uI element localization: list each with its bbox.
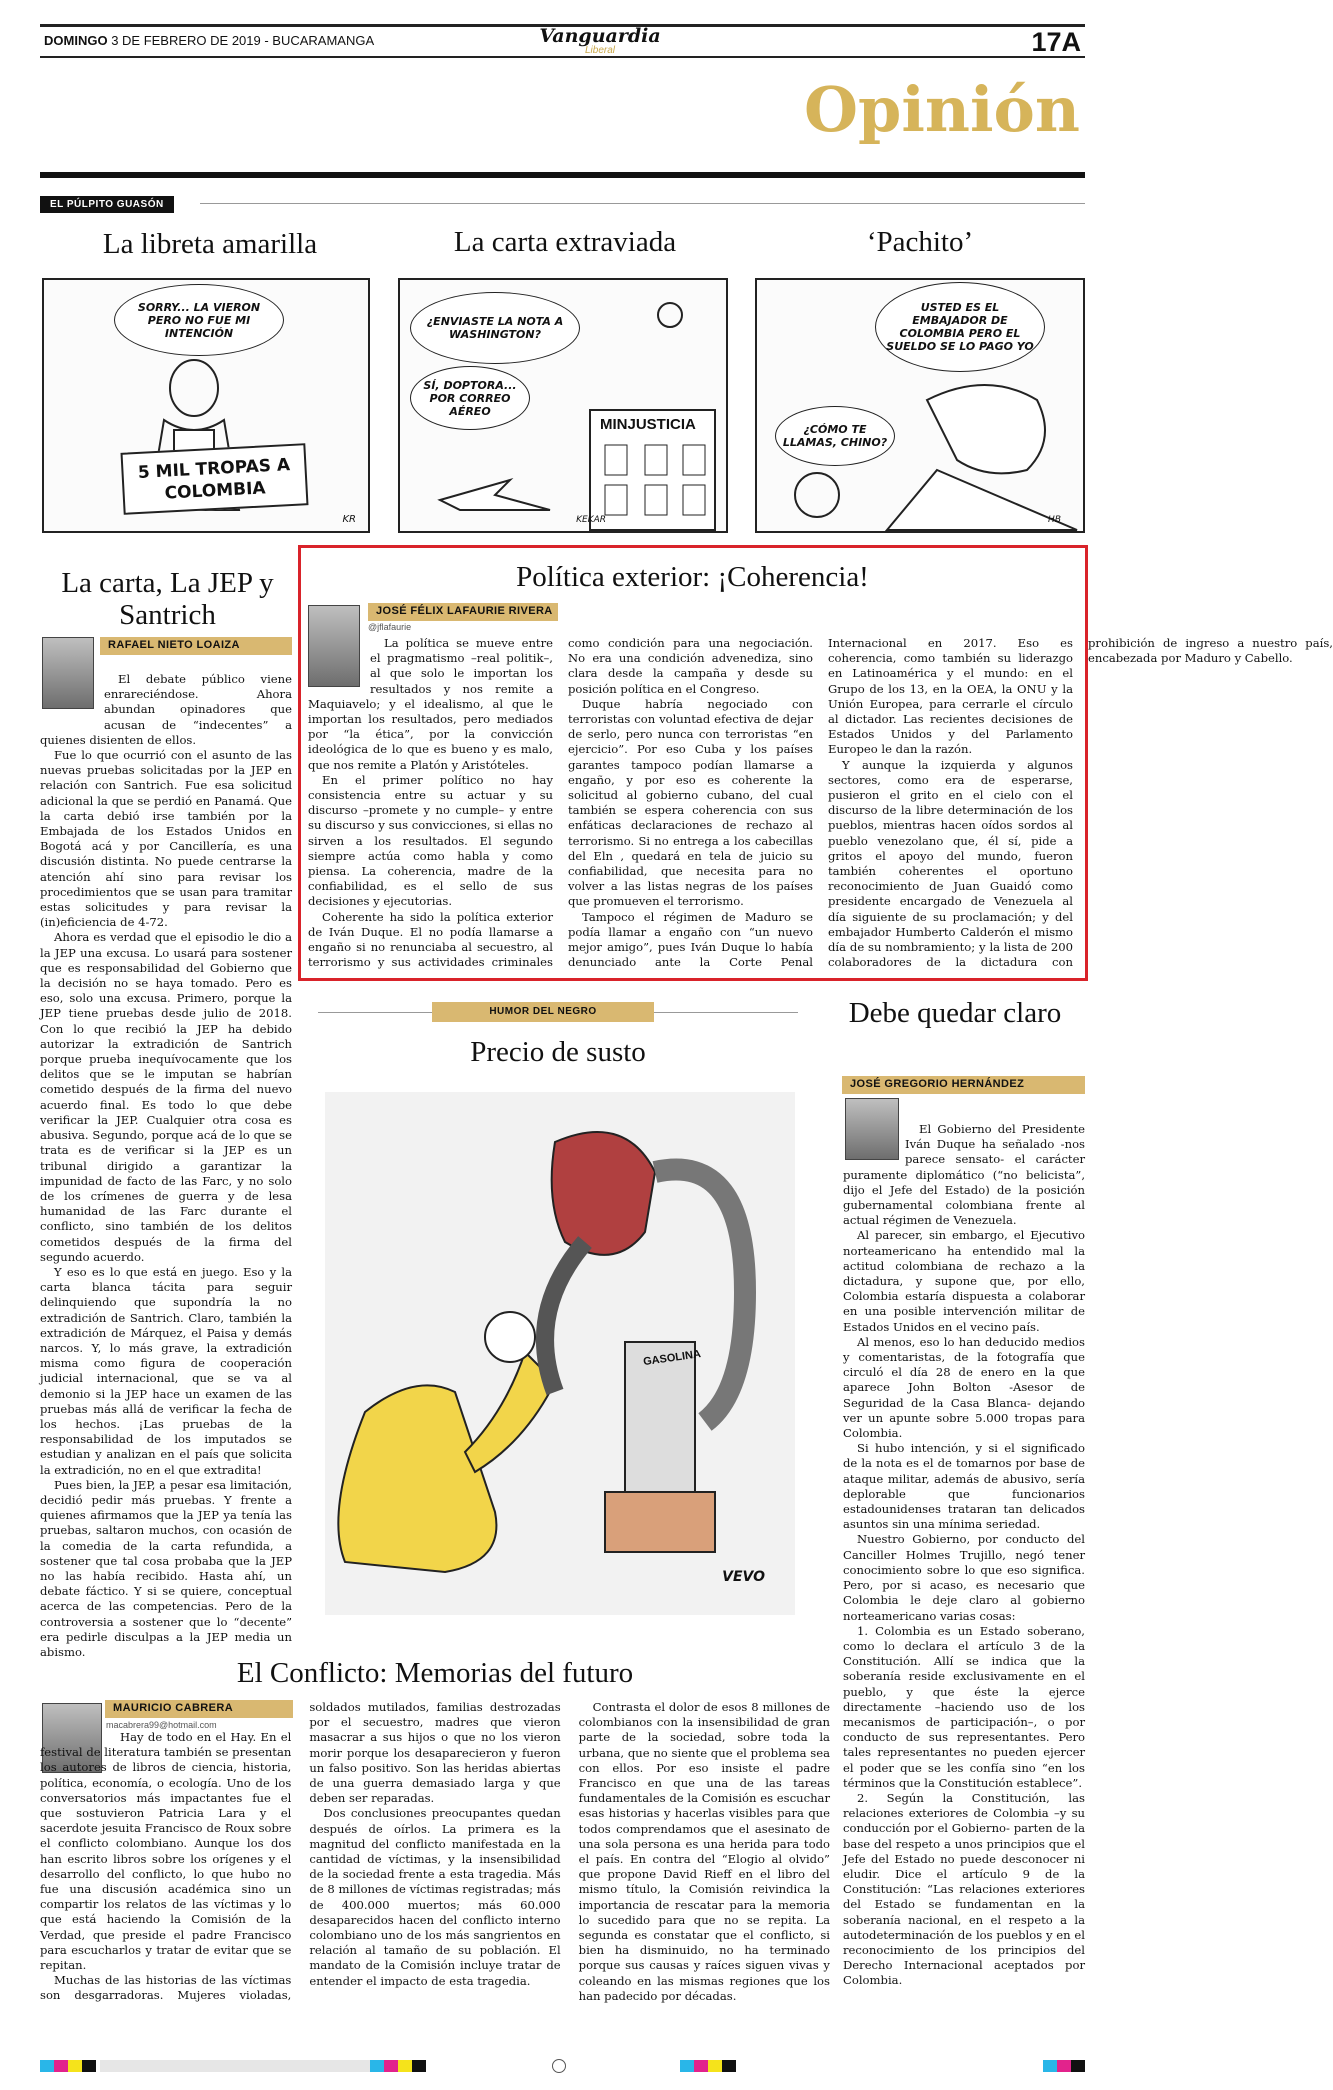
humor-signature: VEVO [722, 1569, 765, 1585]
section-title: Opinión [804, 73, 1080, 146]
politica-body [308, 636, 1333, 974]
debe-paragraph: Nuestro Gobierno, por conducto del Canciller Holmes Trujillo, negó tener conocimiento sobre lo que eso significa. Pero, por si acaso, es necesario que Colombia le deje claro al gobierno norteamericano varias cosas: [843, 1532, 1085, 1623]
cartoon2-bubble1: ¿ENVIASTE LA NOTA A WASHINGTON? [410, 292, 580, 364]
debe-body [843, 1122, 1085, 2050]
cartoon2-drawing [400, 280, 730, 535]
debe-paragraph: 2. Según la Constitución, las relaciones exteriores de Colombia –y su conducción por el Gobierno- parten de la base del respeto a unos principios que el Jefe del Estado no puede desconocer ni eludir. Dice el artículo 9 de la Constitución: “Las relaciones exteriores del Estado se fundamentan en la soberanía nacional, en el respeto a la autodeterminación de los pueblos y en el reconocimiento de los principios del Derecho Internacional aceptados por Colombia. [843, 1790, 1085, 1988]
humor-drawing [325, 1092, 795, 1615]
humor-label: HUMOR DEL NEGRO [432, 1002, 654, 1022]
politica-handle: @jflafaurie [368, 622, 412, 632]
cartoon2-title: La carta extraviada [453, 226, 677, 258]
page-number: 17A [1031, 27, 1081, 57]
cartoon2-building-label: MINJUSTICIA [600, 416, 696, 433]
conflicto-paragraph: Dos conclusiones preocupantes quedan después de oírlos. La primera es la magnitud del conflicto manifestada en la cantidad de víctimas, y la insensibilidad de la sociedad frente a esta tragedia. Más de 8 millones de víctimas registradas; más de 400.000 muertos; más 60.000 desaparecidos hacen del conflicto interno colombiano uno de los más sangrientos en relación al tamaño de su población. El mandato de la Comisión incluye tratar de entender el impacto de esta tragedia. [309, 1806, 561, 1988]
jep-paragraph: Y eso es lo que está en juego. Eso y la carta blanca tácita para seguir delinquiendo que supondría la no extradición de Santrich. Claro, también la extradición de Márquez, el Paisa y demás narcos. Y, lo más grave, la extradición misma como figura de cooperación judicial internacional, que se va al demonio si la JEP hace un examen de las pruebas más allá de verificar la fecha de los hechos. ¡Las pruebas de la responsabilidad de los imputados se estudian y analizan en el país que solicita la extradición, no en el que extradita! [40, 1264, 292, 1477]
conflicto-title: El Conflicto: Memorias del futuro [236, 1657, 634, 1689]
cartoon-libreta-amarilla [42, 278, 370, 533]
humor-title: Precio de susto [470, 1036, 646, 1068]
pulpito-label: EL PÚLPITO GUASÓN [40, 196, 174, 213]
cartoon3-title: ‘Pachito’ [866, 226, 974, 258]
header-bar [40, 24, 1085, 58]
jep-paragraph: Fue lo que ocurrió con el asunto de las nuevas pruebas solicitadas por la JEP en relación con Santrich. Fue esa solicitud adicional la que se perdió en Panamá. Que la carta debió irse también por la Embajada de los Estados Unidos en Bogotá acá y por Cancillería, es una discusión distinta. No puede centrarse la atención ahí sino para revisar los procedimientos que se usan para tramitar estas solicitudes y para revisar la (in)eficiencia de 4-72. [40, 748, 292, 930]
conflicto-paragraph: Muchas de las historias de las víctimas son desgarradoras. Mujeres violadas, soldados mutilados, familias destrozadas por el secuestro, madres que vieron masacrar a sus hijos o que no los vieron morir porque los desaparecieron y fueron un falso positivo. Son las heridas abiertas de una guerra demasiado larga y que deben ser reparadas. [40, 1700, 561, 2003]
debe-title: Debe quedar claro [848, 997, 1062, 1029]
politica-paragraph: La política se mueve entre el pragmatismo –real politik–, al que solo le importan los resultados y nos remite a Maquiavelo; y el idealismo, al que le importan los resultados, pero mediados por “la ética”, por la convicción ideológica de lo que es bueno y es malo, que nos remite a Platón y Aristóteles. [308, 636, 553, 772]
cartoon2-bubble2: SÍ, DOPTORA... POR CORREO AÉREO [410, 366, 530, 430]
debe-author: JOSÉ GREGORIO HERNÁNDEZ [842, 1076, 1085, 1094]
debe-paragraph: Al parecer, sin embargo, el Ejecutivo norteamericano ha entendido mal la actitud colombiana de rechazo a la dictadura, y supone que, por ello, Colombia estaría dispuesta a colaborar en una posible intervención militar de Estados Unidos en el vecino país. [843, 1228, 1085, 1334]
humor-pump-label: GASOLINA [642, 1348, 702, 1369]
cartoon-precio-de-susto [325, 1092, 795, 1615]
conflicto-body [40, 1700, 830, 2045]
politica-paragraph: Tampoco el régimen de Maduro se podía llamar a engaño con “un nuevo mejor amigo”, pues Iván Duque lo había denunciado ante la Corte Penal Internacional en 2017. Eso es coherencia, como también su liderazgo en Latinoamérica y el mundo: en el Grupo de los 13, en la OEA, la ONU y la Unión Europea, para cerrarle el círculo al dictador. Las recientes decisiones de Estados Unidos y del Parlamento Europeo le dan la razón. [568, 636, 1073, 970]
debe-paragraph: 1. Colombia es un Estado soberano, como lo declara el artículo 3 de la Constitución. Allí se indica que la soberanía reside exclusivamente en el pueblo, y que éste la ejerce directamente –haciendo uso de los mecanismos de participación–, o por conducto de sus representantes. Pero tales representantes no pueden ejercer el poder que se les confía sino “en los términos que la Constitución establece”. [843, 1623, 1085, 1790]
cartoon1-signature: KR [342, 514, 356, 525]
pulpito-rule [200, 203, 1085, 204]
header-date: 3 DE FEBRERO DE 2019 - BUCARAMANGA [111, 33, 375, 48]
politica-title: Política exterior: ¡Coherencia! [516, 561, 869, 593]
cartoon1-sign: 5 MIL TROPAS A COLOMBIA [121, 443, 309, 515]
jep-paragraph: Ahora es verdad que el episodio le dio a la JEP una excusa. Lo usará para sostener que es responsabilidad del Gobierno que la decisión no se haya tomado. Pero es eso, solo una excusa. Primero, porque la JEP tiene pruebas desde julio de 2018. Con lo que recibió la JEP ha debido autorizar la extradición de Santrich porque prueba inequívocamente que los delitos que se le imputan se habrían cometido después de la firma del nuevo acuerdo final. Es todo lo que debe verificar la JEP. Cualquier otra cosa es abusiva. Segundo, porque acá de lo que se trata es de verificar si la JEP es un tribunal dirigido a garantizar la impunidad de facto de las Farc, y no solo de los crímenes de guerra y de lesa humanidad de las Farc durante el conflicto, sino también de los delitos cometidos después de la firma del segundo acuerdo. [40, 930, 292, 1264]
section-rule [40, 172, 1085, 178]
cartoon3-bubble1: USTED ES EL EMBAJADOR DE COLOMBIA PERO EL SUELDO SE LO PAGO YO [875, 282, 1045, 372]
masthead-logo [520, 27, 680, 56]
cartoon-pachito [755, 278, 1085, 533]
jep-author: RAFAEL NIETO LOAIZA [100, 637, 292, 655]
jep-title: La carta, La JEP y Santrich [61, 567, 274, 631]
debe-paragraph: El Gobierno del Presidente Iván Duque ha señalado -nos parece sensato- el carácter puramente diplomático (“no belicista”, dijo el Jefe del Estado) de la posición gubernamental colombiana frente al actual régimen de Venezuela. [843, 1122, 1085, 1228]
conflicto-email: macabrera99@hotmail.com [106, 1720, 217, 1730]
debe-paragraph: Al menos, eso lo han deducido medios y comentaristas, de la fotografía que circuló el día 28 de enero en la que aparece John Bolton -Asesor de Seguridad de la Casa Blanca- dejando ver un apunte sobre 5.000 tropas para Colombia. [843, 1334, 1085, 1441]
print-registration-bar [40, 2060, 1085, 2072]
conflicto-paragraph: Hay de todo en el Hay. En el festival de literatura también se presentan los autores de libros de ciencia, historia, política, economía, o ecología. Uno de los conversatorios más impactantes fue el que sostuvieron Patricia Lara y el sacerdote jesuita Francisco de Roux sobre el conflicto colombiano. Aunque los dos han escrito libros sobre los orígenes y el desarrollo del conflicto, lo que hubo no fue una discusión académica sino un compartir los relatos de las víctimas y lo que está haciendo la Comisión de la Verdad, que preside el padre Francisco para escucharlos y tratar de evitar que se repitan. [40, 1730, 292, 1973]
politica-paragraph: Duque habría negociado con terroristas con voluntad efectiva de dejar de serlo, pero nunca con terroristas “en ejercicio”. Por eso Cuba y los países garantes tampoco podían llamarse a engaño, y por eso es coherente la solicitud al gobierno cubano, del cual también se espera coherencia con sus enfáticas declaraciones de rechazo al terrorismo. Si no entrega a los cabecillas del Eln , quedará en tela de juicio su confiabilidad, que necesita para no volver a las listas negras de los países que promueven el terrorismo. [568, 696, 813, 909]
cartoon3-signature: HB [1048, 515, 1061, 525]
politica-paragraph: Coherente ha sido la política exterior de Iván Duque. El no podía llamarse a engaño si no renunciaba al secuestro, al terrorismo y sus actividades criminales como condición para una negociación. No era una condición advenediza, sino clara desde la campaña y desde su posición política en el Congreso. [308, 636, 813, 970]
conflicto-paragraph: Contrasta el dolor de esos 8 millones de colombianos con la insensibilidad de gran parte de la sociedad, sobre toda la urbana, que no siente que el problema sea con ellos. Por eso insiste el padre Francisco en que una de las tareas fundamentales de la Comisión es escuchar esas historias y hacerlas visibles para que todos comprendamos que el asesinato de una sola persona es una herida para todo el país. En contra del “Elogio al olvido” que propone David Rieff en el libro del mismo título, la Comisión reivindica la importancia de rescatar para la memoria lo sucedido para que no se repita. La segunda es constatar que el conflicto, si bien ha disminuido, no ha terminado porque sus causas y raíces siguen vivas y coleando en las mismas regiones que los han padecido por décadas. [578, 1700, 830, 2003]
cartoon1-title: La libreta amarilla [102, 228, 318, 260]
cartoon3-bubble2: ¿CÓMO TE LLAMAS, CHINO? [775, 406, 895, 466]
logo-text: Vanguardia [539, 25, 661, 47]
cartoon2-signature: KEKAR [576, 515, 606, 525]
header-day: DOMINGO [44, 33, 108, 48]
debe-paragraph: Si hubo intención, y si el significado de la nota es el de tomarnos por base de ataque militar, además de abusivo, sería deplorable que funcionarios estadounidenses trataran tan delicados asuntos sin una mínima seriedad. [843, 1441, 1085, 1532]
cartoon1-bubble: SORRY... LA VIERON PERO NO FUE MI INTENCIÓN [114, 284, 284, 356]
cartoon-carta-extraviada [398, 278, 728, 533]
date-line [44, 33, 374, 48]
jep-paragraph: Pues bien, la JEP, a pesar esa limitación, decidió pedir más pruebas. Y frente a quienes afirmamos que la JEP ya tenía las pruebas, saltaron muchos, con ocasión de la comedia de la carta refundida, a sostener que tal cosa probaba que la JEP no las había recibido. Hasta ahí, un debate fáctico. Y si se quiere, conceptual acerca de las competencias. Pero de la controversia a sostener que lo “decente” era pedirle disculpas a la JEP media un abismo. [40, 1477, 292, 1659]
jep-paragraph: El debate público viene enrareciéndose. Ahora abundan opinadores que acusan de “indecentes” a quienes disienten de ellos. [40, 672, 292, 747]
politica-paragraph: En el primer político no hay consistencia entre su actuar y su discurso –promete y no cumple– y entre su discurso y sus convicciones, si ellas no sirven a los resultados. El segundo siempre actúa como habla y como piensa. La coherencia, madre de la confiabilidad, es el sello de sus decisiones y ejecutorias. [308, 772, 553, 909]
cartoon3-drawing [757, 280, 1087, 535]
conflicto-author: MAURICIO CABRERA [105, 1700, 293, 1718]
jep-body [40, 672, 292, 1657]
politica-paragraph: Y aunque la izquierda y algunos sectores, como era de esperarse, pusieron el grito en el cielo con el discurso de la libre determinación de los pueblos, mientras hacen oídos sordos al pueblo venezolano que, él sí, pide a gritos el apoyo del mundo, fueron también coherentes el oportuno reconocimiento de Juan Guaidó como presidente encargado de Venezuela al día siguiente de su proclamación; y del embajador Humberto Calderón el mismo día de su nombramiento; y la lista de 200 colaboradores de la dictadura con prohibición de ingreso a nuestro país, encabezada por Maduro y Cabello. [828, 636, 1333, 970]
politica-author: JOSÉ FÉLIX LAFAURIE RIVERA [368, 603, 558, 621]
logo-subtext: Liberal [584, 45, 616, 56]
